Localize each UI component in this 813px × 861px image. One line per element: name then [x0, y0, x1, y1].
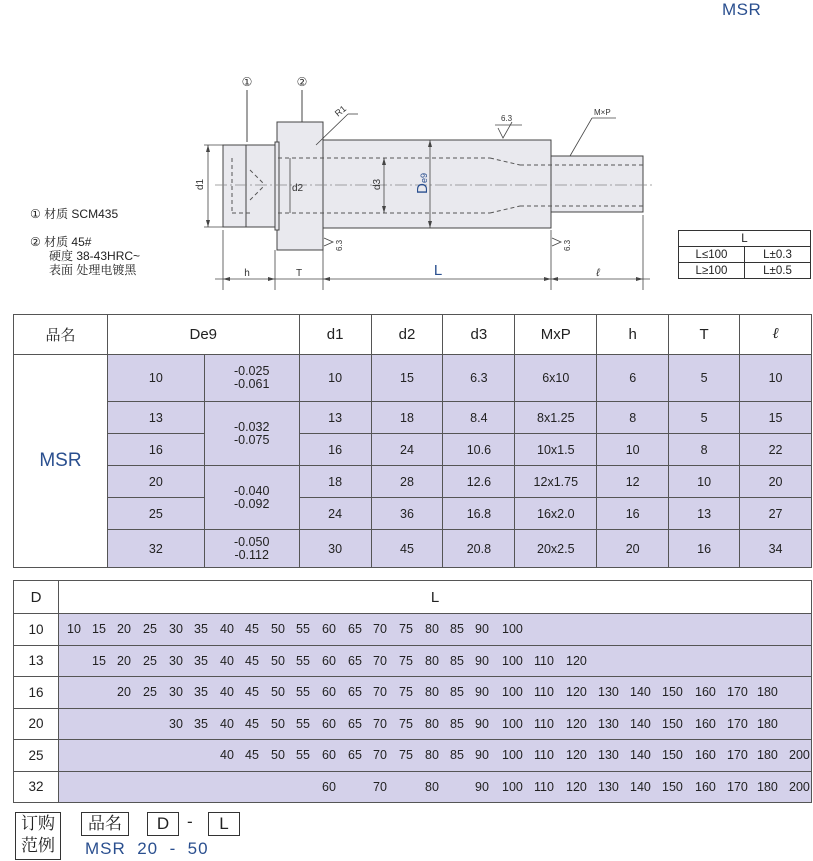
length-value: 170 [727, 716, 748, 731]
length-row [14, 708, 812, 740]
cell-d3: 20.8 [443, 530, 515, 568]
length-value: 150 [662, 779, 683, 794]
cell-l: 10 [740, 355, 812, 402]
length-value: 170 [727, 748, 748, 762]
de9-label-main: D [414, 183, 431, 194]
cell-l: 22 [740, 434, 812, 466]
length-value: 45 [245, 653, 259, 668]
cell-d2: 24 [371, 434, 443, 466]
length-value: 50 [271, 685, 285, 699]
r1-label: R1 [332, 103, 349, 119]
length-options-table [13, 580, 812, 803]
main-body [323, 140, 551, 228]
length-value: 110 [534, 779, 554, 794]
cell-tol [204, 402, 299, 466]
length-value: 80 [425, 622, 439, 636]
length-value: 40 [220, 622, 234, 636]
header-d2: d2 [371, 315, 443, 355]
cell-d2: 36 [371, 498, 443, 530]
length-value: 90 [475, 748, 489, 762]
cell-mxp: 10x1.5 [515, 434, 597, 466]
table-row [14, 530, 812, 568]
de9-label-sub: e9 [419, 172, 429, 183]
length-value: 10 [67, 622, 81, 636]
length-value: 70 [373, 685, 387, 699]
header-t: T [669, 315, 740, 355]
tol-value: L±0.5 [745, 263, 811, 279]
cell-l: 15 [740, 402, 812, 434]
cell-t: 8 [669, 434, 740, 466]
dim-h: h [244, 268, 250, 279]
length-value: 55 [296, 653, 310, 668]
cell-h: 10 [597, 434, 669, 466]
d3-label: d3 [372, 178, 383, 190]
length-value: 45 [245, 622, 259, 636]
length-value: 65 [348, 748, 362, 762]
length-value: 65 [348, 653, 362, 668]
length-row-values [59, 614, 812, 646]
length-value: 80 [425, 779, 439, 794]
table-row [14, 355, 812, 402]
cell-h: 16 [597, 498, 669, 530]
spec-header-row [14, 315, 812, 355]
length-value: 110 [534, 748, 554, 762]
length-value: 110 [534, 685, 554, 699]
length-value: 30 [169, 685, 183, 699]
cell-d3: 6.3 [443, 355, 515, 402]
length-value: 130 [598, 748, 619, 762]
d2-label: d2 [292, 183, 304, 194]
cell-mxp: 16x2.0 [515, 498, 597, 530]
cell-d: 20 [107, 466, 204, 498]
length-value: 25 [143, 653, 157, 668]
length-value: 180 [757, 685, 778, 699]
technical-drawing [190, 70, 670, 295]
length-value: 85 [450, 653, 464, 668]
cell-h: 20 [597, 530, 669, 568]
length-value: 45 [245, 748, 259, 762]
length-value: 150 [662, 716, 683, 731]
length-value: 65 [348, 622, 362, 636]
cell-d: 16 [107, 434, 204, 466]
order-dash: - [187, 812, 193, 831]
length-header-row [14, 581, 812, 614]
tol-lower: -0.092 [233, 496, 270, 511]
mxp-label: M×P [594, 108, 611, 117]
material-notes [30, 207, 140, 277]
cell-tol [204, 530, 299, 568]
length-value: 50 [271, 716, 285, 731]
order-box-name: 品名 [81, 812, 129, 836]
cell-l: 27 [740, 498, 812, 530]
tol-range: L≥100 [679, 263, 745, 279]
length-value: 35 [194, 622, 208, 636]
header-d: D [14, 581, 59, 614]
tol-header: L [679, 231, 811, 247]
length-value: 20 [117, 685, 131, 699]
roughness-right: 6.3 [563, 239, 572, 251]
length-value: 50 [271, 653, 285, 668]
length-value: 25 [143, 685, 157, 699]
length-value: 120 [566, 653, 587, 668]
tol-value: L±0.3 [745, 247, 811, 263]
surface-note: 表面 处理电镀黑 [49, 263, 137, 277]
length-value: 55 [296, 622, 310, 636]
length-row-d: 25 [14, 740, 59, 772]
length-value: 100 [502, 653, 523, 668]
length-value: 45 [245, 685, 259, 699]
length-value: 130 [598, 716, 619, 731]
length-value: 20 [117, 622, 131, 636]
product-code-header: MSR [722, 0, 762, 19]
roughness-top: 6.3 [501, 114, 513, 123]
length-value: 110 [534, 716, 554, 731]
length-value: 35 [194, 653, 208, 668]
cell-mxp: 8x1.25 [515, 402, 597, 434]
cell-tol [204, 466, 299, 530]
cell-l: 34 [740, 530, 812, 568]
material-1-note: ① 材质 SCM435 [30, 207, 119, 221]
length-value: 120 [566, 779, 587, 794]
length-value: 15 [92, 653, 106, 668]
length-value: 200 [789, 779, 810, 794]
cell-d1: 18 [299, 466, 371, 498]
length-value: 120 [566, 716, 587, 731]
dim-T: T [295, 268, 303, 279]
length-value: 60 [322, 622, 336, 636]
length-value: 85 [450, 622, 464, 636]
length-value: 90 [475, 716, 489, 731]
length-value: 180 [757, 748, 778, 762]
cell-d: 32 [107, 530, 204, 568]
length-value: 60 [322, 748, 336, 762]
table-row [14, 402, 812, 434]
length-value: 170 [727, 685, 748, 699]
cell-d3: 16.8 [443, 498, 515, 530]
length-value: 100 [502, 685, 523, 699]
length-value: 65 [348, 716, 362, 731]
length-value: 85 [450, 716, 464, 731]
length-value: 75 [399, 716, 413, 731]
length-value: 40 [220, 748, 234, 762]
length-value: 60 [322, 716, 336, 731]
cell-d: 25 [107, 498, 204, 530]
length-row [14, 740, 812, 772]
length-value: 70 [373, 748, 387, 762]
length-value: 60 [322, 653, 336, 668]
cell-tol [204, 355, 299, 402]
cell-d3: 12.6 [443, 466, 515, 498]
length-value: 150 [662, 748, 683, 762]
length-value: 170 [727, 779, 748, 794]
length-value: 55 [296, 716, 310, 731]
length-value: 30 [169, 716, 183, 731]
length-row-d: 10 [14, 614, 59, 646]
table-row [14, 434, 812, 466]
product-code-cell: MSR [14, 355, 108, 568]
cell-mxp: 12x1.75 [515, 466, 597, 498]
tol-upper: -0.025 [233, 364, 270, 378]
length-row-values [59, 740, 812, 772]
length-value: 40 [220, 653, 234, 668]
cell-h: 8 [597, 402, 669, 434]
cell-d1: 24 [299, 498, 371, 530]
length-value: 160 [695, 716, 716, 731]
length-value: 140 [630, 779, 651, 794]
cell-h: 12 [597, 466, 669, 498]
head-insert [223, 145, 275, 227]
header-l: L [59, 581, 812, 614]
length-value: 40 [220, 716, 234, 731]
length-value: 100 [502, 622, 523, 636]
length-value: 55 [296, 685, 310, 699]
length-row-values [59, 708, 812, 740]
length-row-d: 32 [14, 771, 59, 803]
order-label-line1: 订购 [21, 814, 55, 833]
length-value: 160 [695, 779, 716, 794]
tol-range: L≤100 [679, 247, 745, 263]
length-row [14, 645, 812, 677]
table-row [14, 466, 812, 498]
spec-table [13, 314, 812, 568]
tol-upper: -0.040 [233, 483, 270, 498]
tol-lower: -0.112 [234, 547, 269, 562]
length-value: 85 [450, 748, 464, 762]
d1-label: d1 [195, 178, 206, 190]
length-value: 150 [662, 685, 683, 699]
length-value: 90 [475, 622, 489, 636]
length-value: 60 [322, 685, 336, 699]
callout-1: ① [241, 75, 253, 89]
length-value: 75 [399, 748, 413, 762]
cell-d3: 10.6 [443, 434, 515, 466]
table-row [14, 498, 812, 530]
length-value: 40 [220, 685, 234, 699]
tol-lower: -0.075 [233, 432, 270, 447]
order-box-l: L [208, 812, 240, 836]
length-value: 60 [322, 779, 336, 794]
header-l: ℓ [740, 315, 812, 355]
length-row [14, 771, 812, 803]
length-value: 50 [271, 622, 285, 636]
cell-d2: 45 [371, 530, 443, 568]
order-box-d: D [147, 812, 179, 836]
length-value: 100 [502, 779, 523, 794]
length-value: 70 [373, 653, 387, 668]
length-value: 80 [425, 748, 439, 762]
length-row-values [59, 677, 812, 709]
length-value: 25 [143, 622, 157, 636]
length-value: 200 [789, 748, 810, 762]
dim-l: ℓ [596, 267, 600, 279]
length-value: 65 [348, 685, 362, 699]
cell-d: 13 [107, 402, 204, 434]
length-value: 70 [373, 779, 387, 794]
dim-L: L [433, 262, 443, 279]
roughness-head: 6.3 [335, 239, 344, 251]
length-row [14, 677, 812, 709]
length-value: 140 [630, 748, 651, 762]
cell-d3: 8.4 [443, 402, 515, 434]
length-value: 160 [695, 685, 716, 699]
length-value: 130 [598, 685, 619, 699]
cell-d: 10 [107, 355, 204, 402]
length-value: 35 [194, 716, 208, 731]
cell-l: 20 [740, 466, 812, 498]
cell-t: 13 [669, 498, 740, 530]
cell-d1: 30 [299, 530, 371, 568]
length-row-d: 13 [14, 645, 59, 677]
cell-d2: 28 [371, 466, 443, 498]
cell-h: 6 [597, 355, 669, 402]
length-value: 120 [566, 748, 587, 762]
cell-t: 16 [669, 530, 740, 568]
cell-t: 5 [669, 355, 740, 402]
length-value: 75 [399, 685, 413, 699]
length-value: 110 [534, 653, 554, 668]
order-label-box [15, 812, 61, 860]
tol-upper: -0.032 [233, 419, 270, 434]
header-de9: De9 [107, 315, 299, 355]
callout-2: ② [296, 75, 308, 89]
length-value: 70 [373, 716, 387, 731]
length-value: 85 [450, 685, 464, 699]
length-value: 130 [598, 779, 619, 794]
tol-lower: -0.061 [233, 377, 270, 391]
header-d1: d1 [299, 315, 371, 355]
length-value: 15 [92, 622, 106, 636]
length-value: 140 [630, 685, 651, 699]
order-label-line2: 范例 [21, 836, 55, 855]
cell-mxp: 6x10 [515, 355, 597, 402]
length-value: 80 [425, 653, 439, 668]
length-value: 20 [117, 653, 131, 668]
cell-d1: 13 [299, 402, 371, 434]
order-example-values: MSR 20 - 50 [85, 839, 209, 858]
cell-d1: 16 [299, 434, 371, 466]
header-mxp: MxP [515, 315, 597, 355]
length-value: 100 [502, 716, 523, 731]
header-d3: d3 [443, 315, 515, 355]
length-value: 100 [502, 748, 523, 762]
cell-t: 5 [669, 402, 740, 434]
length-value: 45 [245, 716, 259, 731]
length-value: 140 [630, 716, 651, 731]
length-value: 90 [475, 685, 489, 699]
length-tolerance-table [678, 230, 811, 279]
cell-t: 10 [669, 466, 740, 498]
length-value: 75 [399, 653, 413, 668]
length-value: 35 [194, 685, 208, 699]
length-value: 180 [757, 779, 778, 794]
thread-shank [551, 156, 643, 212]
cell-mxp: 20x2.5 [515, 530, 597, 568]
length-value: 80 [425, 685, 439, 699]
cell-d2: 15 [371, 355, 443, 402]
cell-d1: 10 [299, 355, 371, 402]
length-row-values [59, 771, 812, 803]
length-value: 90 [475, 653, 489, 668]
length-value: 70 [373, 622, 387, 636]
cell-d2: 18 [371, 402, 443, 434]
length-row-d: 20 [14, 708, 59, 740]
tol-upper: -0.050 [233, 534, 270, 549]
length-value: 80 [425, 716, 439, 731]
length-row [14, 614, 812, 646]
material-2-note: ② 材质 45# [30, 235, 92, 249]
length-value: 30 [169, 622, 183, 636]
header-name: 品名 [14, 315, 108, 355]
length-value: 120 [566, 685, 587, 699]
header-h: h [597, 315, 669, 355]
length-value: 55 [296, 748, 310, 762]
length-value: 75 [399, 622, 413, 636]
hardness-note: 硬度 38-43HRC~ [49, 249, 141, 263]
length-value: 160 [695, 748, 716, 762]
length-value: 180 [757, 716, 778, 731]
length-row-d: 16 [14, 677, 59, 709]
length-value: 90 [475, 779, 489, 794]
length-value: 30 [169, 653, 183, 668]
length-row-values [59, 645, 812, 677]
length-value: 50 [271, 748, 285, 762]
